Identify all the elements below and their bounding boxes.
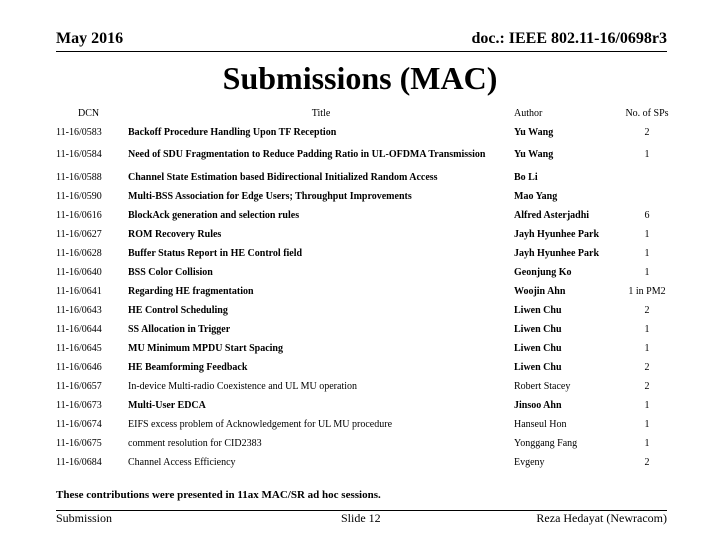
table-row — [56, 123, 672, 142]
cell-author: Geonjung Ko — [514, 266, 572, 278]
cell-title: HE Beamforming Feedback — [128, 361, 248, 373]
cell-dcn: 11-16/0640 — [56, 266, 102, 278]
cell-author: Liwen Chu — [514, 323, 562, 335]
cell-author: Jayh Hyunhee Park — [514, 228, 600, 240]
cell-dcn: 11-16/0590 — [56, 190, 102, 202]
cell-title: EIFS excess problem of Acknowledgement for UL MU procedure — [128, 418, 393, 430]
cell-author: Mao Yang — [514, 190, 558, 202]
cell-author: Yu Wang — [514, 126, 554, 138]
cell-author: Liwen Chu — [514, 361, 562, 373]
cell-num-sps: 1 in PM2 — [628, 285, 666, 297]
cell-num-sps: 2 — [644, 126, 650, 138]
table-row — [56, 339, 672, 358]
cell-title: Channel Access Efficiency — [128, 456, 236, 468]
cell-dcn: 11-16/0674 — [56, 418, 102, 430]
cell-title: comment resolution for CID2383 — [128, 437, 262, 449]
cell-author: Bo Li — [514, 171, 538, 183]
cell-author: Liwen Chu — [514, 342, 562, 354]
cell-title: BSS Color Collision — [128, 266, 213, 278]
cell-num-sps: 1 — [644, 323, 650, 335]
slide-title: Submissions (MAC) — [222, 60, 498, 96]
col-dcn-header: DCN — [78, 107, 100, 119]
table-row — [56, 244, 672, 263]
footer-submission: Submission — [56, 511, 113, 525]
cell-title: SS Allocation in Trigger — [128, 323, 231, 335]
cell-dcn: 11-16/0583 — [56, 126, 102, 138]
table-header-row — [56, 103, 672, 123]
footer-author: Reza Hedayat (Newracom) — [536, 511, 667, 525]
cell-author: Yonggang Fang — [514, 437, 578, 449]
cell-title: ROM Recovery Rules — [128, 228, 222, 240]
table-row — [56, 263, 672, 282]
cell-num-sps: 1 — [644, 342, 650, 354]
cell-title: Multi-BSS Association for Edge Users; Throughput Improvements — [128, 190, 412, 202]
header-date: May 2016 — [56, 30, 124, 47]
table-row — [56, 225, 672, 244]
table-row — [56, 206, 672, 225]
cell-dcn: 11-16/0644 — [56, 323, 102, 335]
cell-dcn: 11-16/0657 — [56, 380, 102, 392]
cell-dcn: 11-16/0641 — [56, 285, 102, 297]
footer-slide-number: Slide 12 — [341, 511, 381, 525]
cell-dcn: 11-16/0627 — [56, 228, 102, 240]
table-row — [56, 415, 672, 434]
table-row — [56, 320, 672, 339]
cell-title: BlockAck generation and selection rules — [128, 209, 300, 221]
cell-num-sps: 2 — [644, 456, 650, 468]
cell-title: Multi-User EDCA — [128, 399, 206, 411]
cell-num-sps: 1 — [644, 399, 650, 411]
cell-title: Need of SDU Fragmentation to Reduce Padding Ratio in UL-OFDMA Transmission — [128, 149, 486, 160]
cell-dcn: 11-16/0643 — [56, 304, 102, 316]
header-doc-id: doc.: IEEE 802.11-16/0698r3 — [471, 30, 667, 47]
cell-author: Evgeny — [514, 456, 545, 468]
cell-num-sps: 1 — [644, 247, 650, 259]
cell-dcn: 11-16/0645 — [56, 342, 102, 354]
submissions-table — [56, 103, 672, 472]
cell-author: Alfred Asterjadhi — [514, 209, 590, 221]
cell-num-sps: 1 — [644, 266, 650, 278]
cell-author: Yu Wang — [514, 149, 554, 160]
cell-title: Channel State Estimation based Bidirectional Initialized Random Access — [128, 171, 438, 183]
cell-num-sps: 2 — [644, 361, 650, 373]
table-row — [56, 434, 672, 453]
cell-title: Buffer Status Report in HE Control field — [128, 247, 303, 259]
cell-dcn: 11-16/0628 — [56, 247, 102, 259]
table-row — [56, 358, 672, 377]
cell-dcn: 11-16/0616 — [56, 209, 102, 221]
table-row — [56, 187, 672, 206]
table-row — [56, 142, 672, 168]
cell-num-sps: 2 — [644, 380, 650, 392]
table-row — [56, 396, 672, 415]
footnote: These contributions were presented in 11ax MAC/SR ad hoc sessions. — [56, 489, 381, 501]
cell-num-sps: 1 — [644, 228, 650, 240]
cell-author: Woojin Ahn — [514, 285, 566, 297]
cell-num-sps — [622, 168, 672, 187]
cell-dcn: 11-16/0673 — [56, 399, 102, 411]
cell-dcn: 11-16/0646 — [56, 361, 102, 373]
cell-dcn: 11-16/0675 — [56, 437, 102, 449]
col-title-header: Title — [311, 107, 331, 119]
cell-title: MU Minimum MPDU Start Spacing — [128, 342, 283, 354]
cell-title: HE Control Scheduling — [128, 304, 228, 316]
cell-num-sps: 6 — [644, 209, 650, 221]
table-row — [56, 282, 672, 301]
cell-author: Jinsoo Ahn — [514, 399, 562, 411]
cell-num-sps: 2 — [644, 304, 650, 316]
cell-title: Backoff Procedure Handling Upon TF Reception — [128, 126, 337, 138]
cell-dcn: 11-16/0584 — [56, 149, 102, 160]
cell-author: Liwen Chu — [514, 304, 562, 316]
table-row — [56, 377, 672, 396]
col-author-header: Author — [514, 107, 543, 119]
cell-num-sps: 1 — [644, 437, 650, 449]
col-num-sps-header: No. of SPs — [625, 107, 669, 119]
header-rule — [56, 51, 667, 52]
cell-num-sps: 1 — [644, 149, 650, 160]
cell-author: Jayh Hyunhee Park — [514, 247, 600, 259]
table-row — [56, 301, 672, 320]
cell-dcn: 11-16/0588 — [56, 171, 102, 183]
cell-title: Regarding HE fragmentation — [128, 285, 254, 297]
table-row — [56, 168, 672, 187]
cell-num-sps: 1 — [644, 418, 650, 430]
table-row — [56, 453, 672, 472]
cell-author: Hanseul Hon — [514, 418, 567, 430]
cell-author: Robert Stacey — [514, 380, 571, 392]
cell-dcn: 11-16/0684 — [56, 456, 102, 468]
cell-title: In-device Multi-radio Coexistence and UL MU operation — [128, 380, 358, 392]
cell-num-sps — [622, 187, 672, 206]
